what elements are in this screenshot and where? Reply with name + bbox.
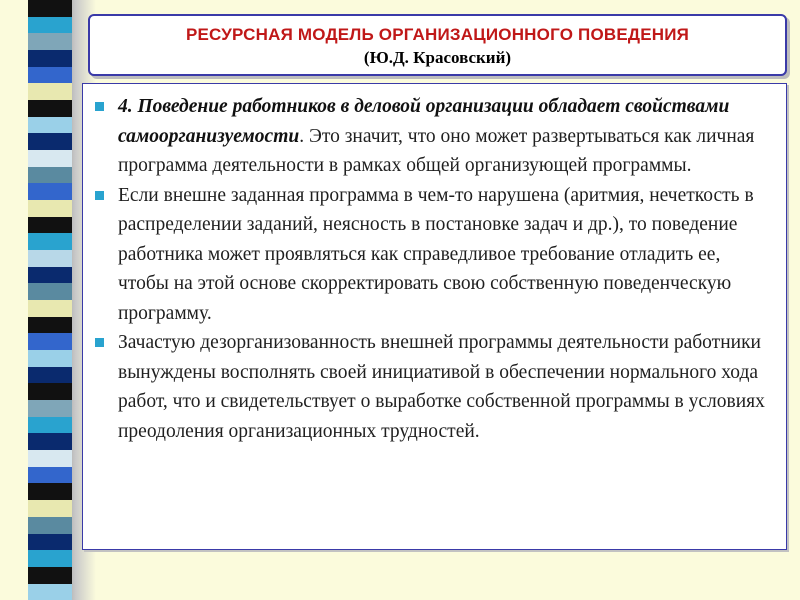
slide-title: РЕСУРСНАЯ МОДЕЛЬ ОРГАНИЗАЦИОННОГО ПОВЕДЕНИЯ — [185, 25, 690, 44]
stripe — [28, 233, 72, 250]
content-box — [82, 83, 787, 550]
stripe — [28, 100, 72, 117]
stripe — [28, 133, 72, 150]
stripe — [28, 17, 72, 34]
bullet-emphasis: 4. Поведение работников в деловой организации обладает свойствами самоорганизуемости — [118, 96, 730, 147]
stripe — [28, 250, 72, 267]
stripe — [28, 417, 72, 434]
bullet-item — [95, 181, 772, 329]
stripe — [28, 567, 72, 584]
bullet-item — [95, 328, 772, 446]
stripe — [28, 483, 72, 500]
square-bullet-icon — [95, 102, 104, 111]
stripe — [28, 383, 72, 400]
stripe — [28, 167, 72, 184]
decorative-stripe-bar — [28, 0, 72, 600]
stripe — [28, 67, 72, 84]
stripe — [28, 200, 72, 217]
stripe — [28, 400, 72, 417]
bullet-body: . Это значит, что оно может развертываться как личная программа деятельности в рамках общей организующей программы. — [118, 125, 755, 176]
title-box — [88, 14, 787, 76]
stripe — [28, 83, 72, 100]
stripe — [28, 267, 72, 284]
stripe — [28, 183, 72, 200]
stripe — [28, 534, 72, 551]
stripe — [28, 467, 72, 484]
square-bullet-icon — [95, 338, 104, 347]
stripe — [28, 283, 72, 300]
slide-subtitle: (Ю.Д. Красовский) — [363, 48, 512, 67]
stripe — [28, 150, 72, 167]
square-bullet-icon — [95, 191, 104, 200]
stripe — [28, 117, 72, 134]
stripe — [28, 517, 72, 534]
bullet-item — [95, 92, 772, 181]
stripe — [28, 33, 72, 50]
stripe — [28, 450, 72, 467]
stripe — [28, 433, 72, 450]
stripe — [28, 50, 72, 67]
stripe — [28, 367, 72, 384]
bullet-text: Зачастую дезорганизованность внешней программы деятельности работники вынуждены восполнять своей инициативой в обеспечении нормального хода работ, что и свидетельствует о выработке собственной программы в условиях преодоления организационных трудностей. — [118, 332, 765, 442]
bullet-text: Если внешне заданная программа в чем-то нарушена (аритмия, нечеткость в распределении заданий, неясность в постановке задач и др.), то поведение работника может проявляться как справедливое требование отладить ее, чтобы на этой основе скорректировать свою собственную поведенческую программу. — [118, 184, 754, 324]
stripe — [28, 317, 72, 334]
stripe — [28, 350, 72, 367]
stripe — [28, 333, 72, 350]
bullet-text — [118, 92, 772, 181]
stripe — [28, 550, 72, 567]
stripe — [28, 217, 72, 234]
stripe — [28, 500, 72, 517]
stripe — [28, 0, 72, 17]
stripe — [28, 300, 72, 317]
stripe — [28, 584, 72, 600]
